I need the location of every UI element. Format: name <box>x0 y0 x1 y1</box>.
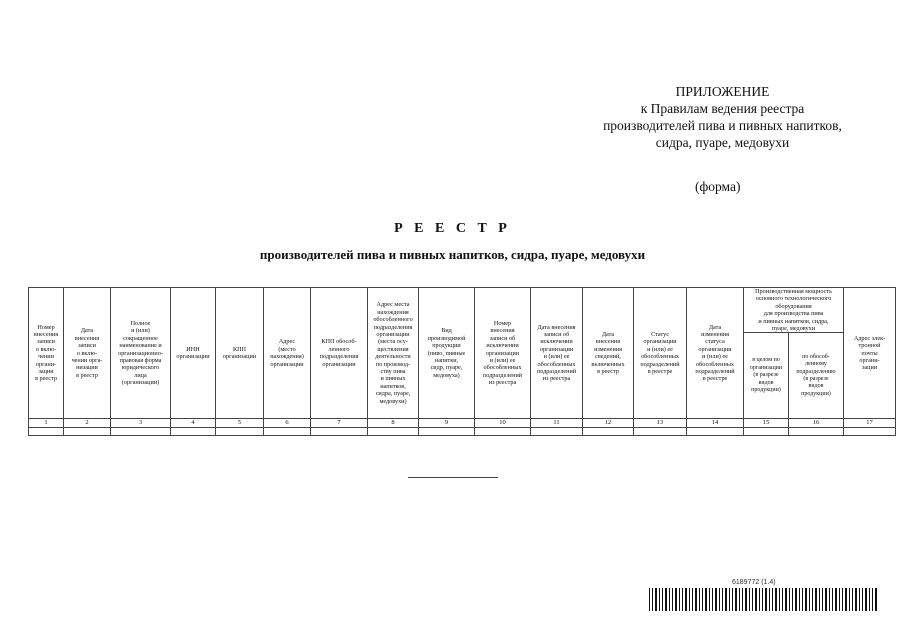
appendix-block <box>560 83 885 151</box>
column-number: 6 <box>264 419 311 428</box>
column-number: 2 <box>64 419 111 428</box>
header-cell-1: Номер внесения записи о вклю- чении органи- зации в реестр <box>29 288 64 419</box>
column-number: 12 <box>583 419 634 428</box>
form-label: (форма) <box>695 179 741 194</box>
registry-table <box>28 287 896 436</box>
header-cell-9: Вид производимой продукции (пиво, пивные напитки, сидр, пуаре, медовуха) <box>419 288 475 419</box>
header-cell-17: Адрес элек- тронной почты органи- зации <box>844 288 896 419</box>
column-number: 16 <box>789 419 844 428</box>
page-title: Р Е Е С Т Р <box>394 221 511 236</box>
header-cell-7: КПП обособ- ленного подразделения организации <box>311 288 368 419</box>
column-number: 9 <box>419 419 475 428</box>
column-number: 17 <box>844 419 896 428</box>
column-number-row <box>29 419 896 428</box>
empty-data-row <box>29 428 896 436</box>
column-number: 4 <box>171 419 216 428</box>
column-number: 3 <box>111 419 171 428</box>
column-number: 5 <box>216 419 264 428</box>
column-number: 10 <box>475 419 531 428</box>
page-subtitle: производителей пива и пивных напитков, сидра, пуаре, медовухи <box>259 247 646 262</box>
header-cell-4: ИНН организации <box>171 288 216 419</box>
header-cell-11: Дата внесения записи об исключении организации и (или) ее обособленных подразделений из реестра <box>531 288 583 419</box>
column-number: 11 <box>531 419 583 428</box>
document-code: 6189772 (1.4) <box>732 579 776 586</box>
appendix-line: сидра, пуаре, медовухи <box>655 135 790 150</box>
closing-line <box>408 477 498 478</box>
column-number: 14 <box>687 419 744 428</box>
header-cell-10: Номер внесения записи об исключении организации и (или) ее обособленных подразделений из реестра <box>475 288 531 419</box>
header-cell-capacity: Производственная мощность основного технологического оборудования для производства пива и пивных напитков, сидра, пуаре, медовухи <box>744 288 844 333</box>
column-number: 7 <box>311 419 368 428</box>
header-cell-5: КПП организации <box>216 288 264 419</box>
header-cell-8: Адрес места нахождения обособленного подразделения организации (места осу- ществления деятельности по производ- ству пива и пивных напитков, сидра, пуаре, медовухи) <box>368 288 419 419</box>
column-number: 8 <box>368 419 419 428</box>
header-cell-2: Дата внесения записи о вклю- чении орга- низации в реестр <box>64 288 111 419</box>
header-cell-16: по обособ- ленному подразделению (в разрезе видов продукции) <box>789 333 844 419</box>
header-cell-14: Дата изменения статуса организации и (или) ее обособленных подразделений в реестре <box>687 288 744 419</box>
appendix-line: к Правилам ведения реестра <box>640 101 805 116</box>
barcode-image <box>649 588 878 611</box>
column-number: 15 <box>744 419 789 428</box>
column-number: 13 <box>634 419 687 428</box>
header-cell-13: Статус организации и (или) ее обособленных подразделений в реестре <box>634 288 687 419</box>
header-cell-6: Адрес (место нахождения) организации <box>264 288 311 419</box>
appendix-line: производителей пива и пивных напитков, <box>603 118 842 133</box>
header-cell-15: в целом по организации (в разрезе видов продукции) <box>744 333 789 419</box>
appendix-title: ПРИЛОЖЕНИЕ <box>675 84 770 99</box>
header-cell-12: Дата внесения изменения сведений, включенных в реестр <box>583 288 634 419</box>
header-cell-3: Полное и (или) сокращенное наименование и организационно- правовая форма юридического лица (организации) <box>111 288 171 419</box>
column-number: 1 <box>29 419 64 428</box>
